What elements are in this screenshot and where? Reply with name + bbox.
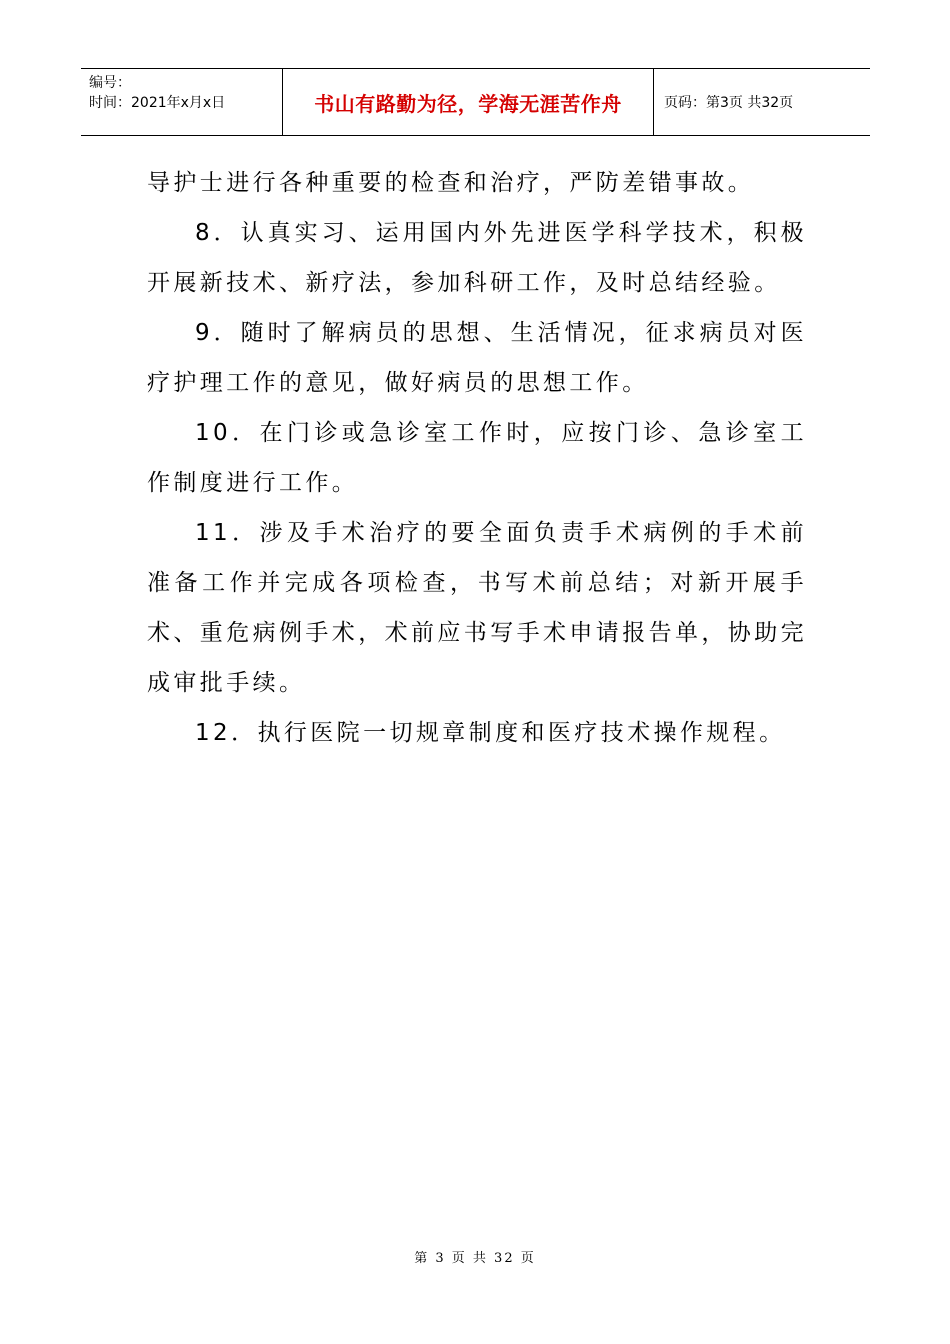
page-footer: 第 3 页 共 32 页 — [414, 1251, 536, 1266]
document-body — [147, 158, 807, 758]
body-paragraph: 12．执行医院一切规章制度和医疗技术操作规程。 — [195, 720, 786, 746]
body-paragraph: 10．在门诊或急诊室工作时，应按门诊、急诊室工作制度进行工作。 — [147, 420, 807, 496]
header-motto-cell — [282, 69, 654, 135]
header-meta-cell — [81, 69, 282, 135]
document-date-label: 时间：2021年x月x日 — [89, 95, 226, 111]
document-header — [81, 68, 870, 136]
document-number-label: 编号： — [89, 75, 131, 91]
body-paragraph: 8．认真实习、运用国内外先进医学科学技术，积极开展新技术、新疗法，参加科研工作，及时总结经验。 — [147, 220, 807, 296]
body-paragraph: 9．随时了解病员的思想、生活情况，征求病员对医疗护理工作的意见，做好病员的思想工作。 — [147, 320, 807, 396]
header-page-cell — [654, 69, 870, 135]
header-page-info: 页码：第3页 共32页 — [664, 95, 794, 111]
body-paragraph: 11．涉及手术治疗的要全面负责手术病例的手术前准备工作并完成各项检查，书写术前总结；对新开展手术、重危病例手术，术前应书写手术申请报告单，协助完成审批手续。 — [147, 520, 807, 696]
body-paragraph: 导护士进行各种重要的检查和治疗，严防差错事故。 — [147, 170, 755, 196]
header-motto: 书山有路勤为径，学海无涯苦作舟 — [314, 91, 622, 116]
